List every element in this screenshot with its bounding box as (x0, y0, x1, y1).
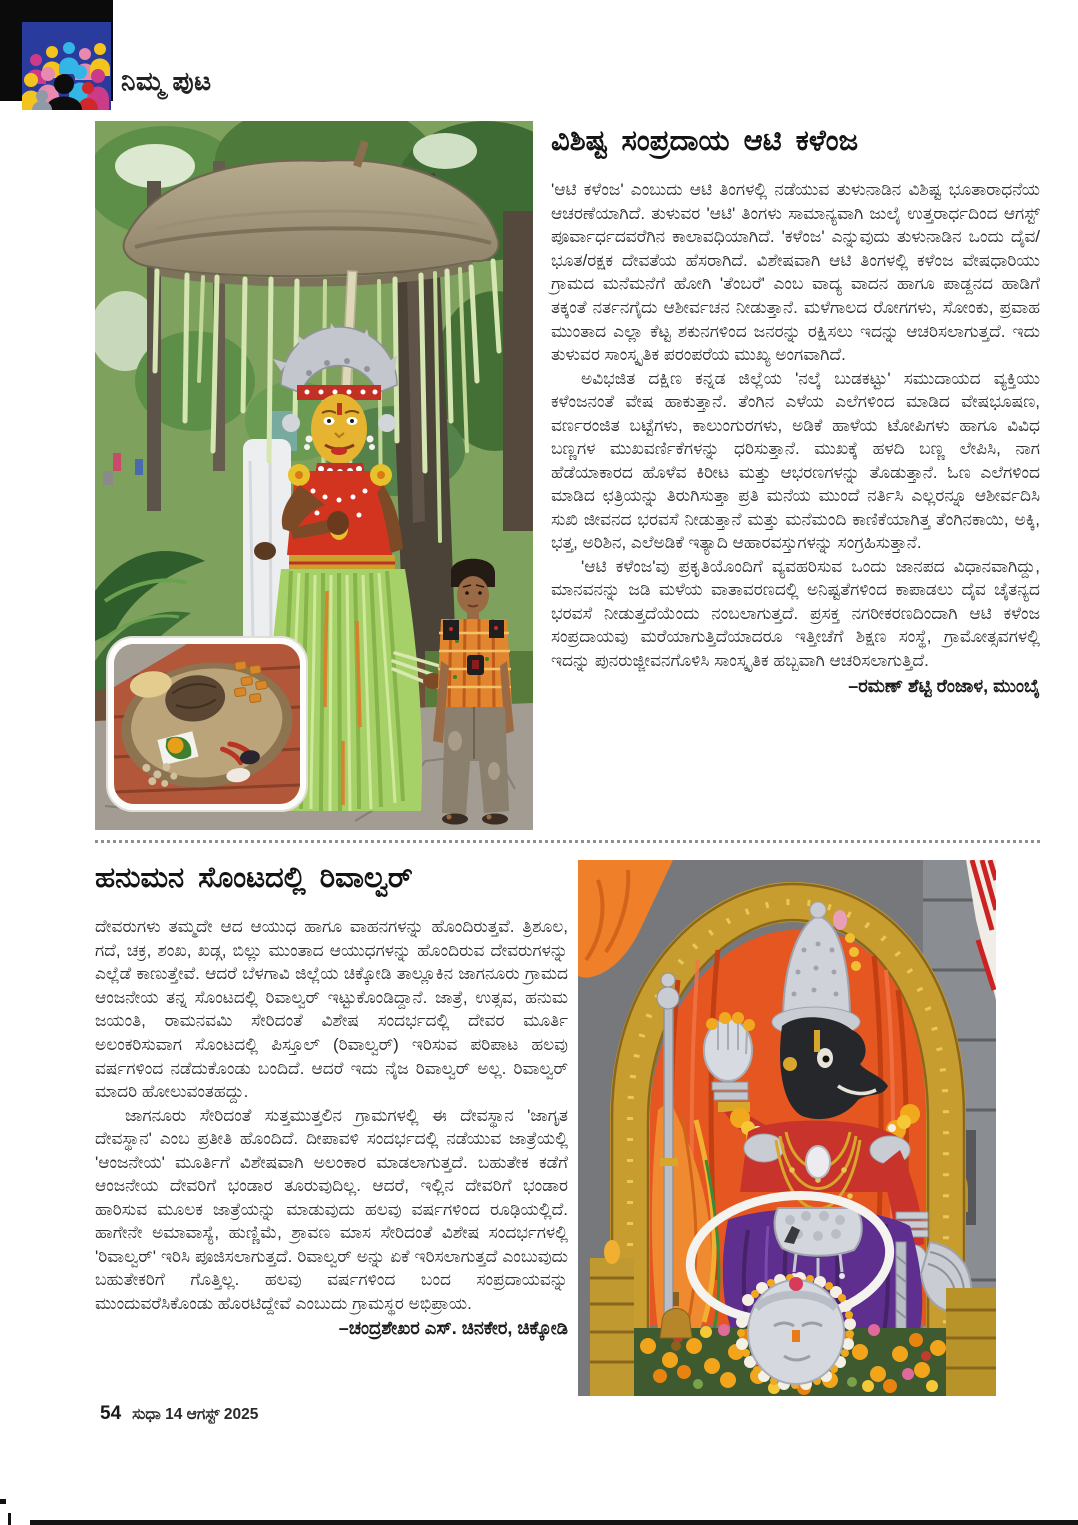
page-footer (100, 1403, 258, 1425)
page-number: 54 (100, 1403, 122, 1424)
article-1-paragraph: 'ಆಟಿ ಕಳೆಂಜ' ಎಂಬುದು ಆಟಿ ತಿಂಗಳಲ್ಲಿ ನಡೆಯುವ ತುಳುನಾಡಿನ ವಿಶಿಷ್ಟ ಭೂತಾರಾಧನೆಯ ಆಚರಣೆಯಾಗಿದೆ. ತುಳುವರ 'ಆಟಿ' ತಿಂಗಳು ಸಾಮಾನ್ಯವಾಗಿ ಜುಲೈ ಉತ್ತರಾರ್ಧದಿಂದ ಆಗಸ್ಟ್ ಪೂರ್ವಾರ್ಧದವರೆಗಿನ ಕಾಲಾವಧಿಯಾಗಿದೆ. 'ಕಳೆಂಜ' ಎನ್ನುವುದು ತುಳುನಾಡಿನ ಒಂದು ದೈವ/ಭೂತ/ರಕ್ಷಕ ದೇವತೆಯ ಹೆಸರಾಗಿದೆ. ವಿಶೇಷವಾಗಿ ಆಟಿ ತಿಂಗಳಲ್ಲಿ ಕಳೆಂಜ ವೇಷಧಾರಿಯು ಗ್ರಾಮದ ಮನೆಮನೆಗೆ ಹೋಗಿ 'ತೆಂಬರೆ' ಎಂಬ ವಾದ್ಯ ವಾದನ ಹಾಗೂ ಪಾಡ್ದನದ ಹಾಡಿಗೆ ತಕ್ಕಂತೆ ನರ್ತನಗೈದು ಆಶೀರ್ವಚನ ನೀಡುತ್ತಾನೆ. ಮಳೆಗಾಲದ ರೋಗಗಳು, ಸೋಂಕು, ಪ್ರವಾಹ ಮುಂತಾದ ಎಲ್ಲಾ ಕೆಟ್ಟ ಶಕುನಗಳಿಂದ ಜನರನ್ನು ರಕ್ಷಿಸಲು ಇದನ್ನು ಆಚರಿಸಲಾಗುತ್ತದೆ. ಇದು ತುಳುವರ ಸಾಂಸ್ಕೃತಿಕ ಪರಂಪರೆಯ ಮುಖ್ಯ ಅಂಗವಾಗಿದೆ. (551, 180, 1040, 365)
nimma-puta-logo (0, 0, 118, 112)
hanuman-idol-photo-art (578, 860, 996, 1396)
article-1-paragraph: 'ಆಟಿ ಕಳೆಂಜ'ವು ಪ್ರಕೃತಿಯೊಂದಿಗೆ ವ್ಯವಹರಿಸುವ ಒಂದು ಜಾನಪದ ವಿಧಾನವಾಗಿದ್ದು, ಮಾನವನನ್ನು ಜಡಿ ಮಳೆಯ ವಾತಾವರಣದಲ್ಲಿ ಅನಿಷ್ಟತೆಗಳಿಂದ ಕಾಪಾಡಲು ದೈವ ಚೈತನ್ಯದ ಭರವಸೆ ನೀಡುತ್ತದೆಯೆಂದು ನಂಬಲಾಗುತ್ತದೆ. ಪ್ರಸಕ್ತ ನಗರೀಕರಣದಿಂದಾಗಿ ಆಟಿ ಕಳೆಂಜ ಸಂಪ್ರದಾಯವು ಮರೆಯಾಗುತ್ತಿದೆಯಾದರೂ ಇತ್ತೀಚೆಗೆ ಶಿಕ್ಷಣ ಸಂಸ್ಥೆ, ಗ್ರಾಮೋತ್ಸವಗಳಲ್ಲಿ ಇದನ್ನು ಪುನರುಜ್ಜೀವನಗೊಳಿಸಿ ಸಾಂಸ್ಕೃತಿಕ ಹಬ್ಬವಾಗಿ ಆಚರಿಸಲಾಗುತ್ತಿದೆ. (551, 556, 1040, 670)
issue-date: ಸುಧಾ 14 ಆಗಸ್ಟ್ 2025 (132, 1406, 259, 1423)
print-registration-mark (0, 1499, 6, 1504)
article-1-paragraph: ಅವಿಭಜಿತ ದಕ್ಷಿಣ ಕನ್ನಡ ಜಿಲ್ಲೆಯ 'ನಲ್ಕೆ ಬುಡಕಟ್ಟು' ಸಮುದಾಯದ ವ್ಯಕ್ತಿಯು ಕಳೆಂಜನಂತೆ ವೇಷ ಹಾಕುತ್ತಾನೆ. ತೆಂಗಿನ ಎಳೆಯ ಎಲೆಗಳಿಂದ ಮಾಡಿದ ವೇಷಭೂಷಣ, ವರ್ಣರಂಜಿತ ಬಟ್ಟೆಗಳು, ಕಾಲುಂಗುರಗಳು, ಅಡಿಕೆ ಹಾಳೆಯ ಟೋಪಿಗಳು ಹಾಗೂ ವಿವಿಧ ಬಣ್ಣಗಳ ಮುಖವರ್ಣಿಕೆಗಳನ್ನು ಧರಿಸುತ್ತಾನೆ. ಮುಖಕ್ಕೆ ಹಳದಿ ಬಣ್ಣ ಲೇಪಿಸಿ, ನಾಗ ಹೆಡೆಯಾಕಾರದ ಹೊಳೆವ ಕಿರೀಟ ಮತ್ತು ಆಭರಣಗಳನ್ನು ತೊಡುತ್ತಾನೆ. ಓಣ ಎಲೆಗಳಿಂದ ಮಾಡಿದ ಛತ್ರಿಯನ್ನು ತಿರುಗಿಸುತ್ತಾ ಪ್ರತಿ ಮನೆಯ ಮುಂದೆ ನರ್ತಿಸಿ ಎಲ್ಲರನ್ನೂ ಆಶೀರ್ವದಿಸಿ ಸುಖಿ ಜೀವನದ ಭರವಸೆ ನೀಡುತ್ತಾನೆ ಮತ್ತು ಮನೆಮಂದಿ ಕಾಣಿಕೆಯಾಗಿತ್ತ ತೆಂಗಿನಕಾಯಿ, ಅಕ್ಕಿ, ಭತ್ತ, ಅರಿಶಿನ, ಎಲೆಅಡಿಕೆ ಇತ್ಯಾದಿ ಆಹಾರವಸ್ತುಗಳನ್ನು ಸಂಗ್ರಹಿಸುತ್ತಾನೆ. (551, 368, 1040, 553)
article-1-title: ವಿಶಿಷ್ಟ ಸಂಪ್ರದಾಯ ಆಟಿ ಕಳೆಂಜ (551, 125, 859, 157)
article-2-column (95, 858, 568, 1339)
dotted-divider (95, 840, 1040, 843)
silver-mace (664, 1008, 673, 1338)
bottom-trim-bar (30, 1520, 1078, 1525)
article-2-byline: –ಚಂದ್ರಶೇಖರ ಎಸ್. ಚಿನಕೇರ, ಚಿಕ್ಕೋಡಿ (338, 1318, 568, 1339)
article-2-title: ಹನುಮನ ಸೊಂಟದಲ್ಲಿ ರಿವಾಲ್ವರ್ (95, 862, 413, 894)
article-2-paragraph: ದೇವರುಗಳು ತಮ್ಮದೇ ಆದ ಆಯುಧ ಹಾಗೂ ವಾಹನಗಳನ್ನು ಹೊಂದಿರುತ್ತವೆ. ತ್ರಿಶೂಲ, ಗದೆ, ಚಕ್ರ, ಶಂಖ, ಖಡ್ಗ, ಬಿಲ್ಲು ಮುಂತಾದ ಆಯುಧಗಳನ್ನು ಹೊಂದಿರುವ ದೇವರುಗಳನ್ನು ಎಲ್ಲೆಡೆ ಕಾಣುತ್ತೇವೆ. ಆದರೆ ಬೆಳಗಾವಿ ಜಿಲ್ಲೆಯ ಚಿಕ್ಕೋಡಿ ತಾಲ್ಲೂಕಿನ ಜಾಗನೂರು ಗ್ರಾಮದ ಆಂಜನೇಯ ತನ್ನ ಸೊಂಟದಲ್ಲಿ ರಿವಾಲ್ವರ್ ಇಟ್ಟುಕೊಂಡಿದ್ದಾನೆ. ಜಾತ್ರೆ, ಉತ್ಸವ, ಹನುಮ ಜಯಂತಿ, ರಾಮನವಮಿ ಸೇರಿದಂತೆ ವಿಶೇಷ ಸಂದರ್ಭದಲ್ಲಿ ದೇವರ ಮೂರ್ತಿ ಅಲಂಕರಿಸುವಾಗ ಸೊಂಟದಲ್ಲಿ ಪಿಸ್ತೂಲ್ (ರಿವಾಲ್ವರ್) ಇರಿಸುವ ಪರಿಪಾಟ ಹಲವು ವರ್ಷಗಳಿಂದ ನಡೆದುಕೊಂಡು ಬಂದಿದೆ. ಆದರೆ ಇದು ನೈಜ ರಿವಾಲ್ವರ್ ಅಲ್ಲ. ರಿವಾಲ್ವರ್ ಮಾದರಿ ಹೋಲುವಂತಹದ್ದು. (95, 917, 568, 1102)
print-registration-mark (8, 1513, 11, 1525)
crowd-people-icon (22, 22, 111, 110)
offerings-inset-photo (107, 637, 307, 811)
aati-kalenja-photo (95, 121, 533, 830)
section-label: ನಿಮ್ಮ ಪುಟ (121, 66, 212, 96)
article-1-byline: –ರಮಣ್ ಶೆಟ್ಟಿ ರೆಂಜಾಳ, ಮುಂಬೈ (848, 675, 1040, 696)
hanuman-idol-photo (578, 860, 996, 1396)
aati-kalenja-photo-art (95, 121, 533, 830)
article-1-column (551, 121, 1040, 697)
article-2-paragraph: ಜಾಗನೂರು ಸೇರಿದಂತೆ ಸುತ್ತಮುತ್ತಲಿನ ಗ್ರಾಮಗಳಲ್ಲಿ ಈ ದೇವಸ್ಥಾನ 'ಜಾಗೃತ ದೇವಸ್ಥಾನ' ಎಂಬ ಪ್ರತೀತಿ ಹೊಂದಿದೆ. ದೀಪಾವಳಿ ಸಂದರ್ಭದಲ್ಲಿ ನಡೆಯುವ ಜಾತ್ರೆಯಲ್ಲಿ 'ಆಂಜನೇಯ' ಮೂರ್ತಿಗೆ ವಿಶೇಷವಾಗಿ ಅಲಂಕಾರ ಮಾಡಲಾಗುತ್ತದೆ. ಬಹುತೇಕ ಕಡೆಗೆ ಆಂಜನೇಯ ದೇವರಿಗೆ ಭಂಡಾರ ತೂರುವುದಿಲ್ಲ. ಆದರೆ, ಇಲ್ಲಿನ ದೇವರಿಗೆ ಭಂಡಾರ ಹಾರಿಸುವ ಮೂಲಕ ಜಾತ್ರೆಯನ್ನು ಮಾಡುವುದು ಹಲವು ವರ್ಷಗಳಿಂದ ರೂಢಿಯಲ್ಲಿದೆ. ಹಾಗೇನೇ ಅಮಾವಾಸ್ಯೆ, ಹುಣ್ಣಿಮೆ, ಶ್ರಾವಣ ಮಾಸ ಸೇರಿದಂತೆ ವಿಶೇಷ ಸಂದರ್ಭಗಳಲ್ಲಿ 'ರಿವಾಲ್ವರ್' ಇರಿಸಿ ಪೂಜಿಸಲಾಗುತ್ತದೆ. ರಿವಾಲ್ವರ್ ಅನ್ನು ಏಕೆ ಇರಿಸಲಾಗುತ್ತದೆ ಎಂಬುವುದು ಬಹುತೇಕರಿಗೆ ಗೊತ್ತಿಲ್ಲ. ಹಲವು ವರ್ಷಗಳಿಂದ ಬಂದ ಸಂಪ್ರದಾಯವನ್ನು ಮುಂದುವರೆಸಿಕೊಂಡು ಹೊರಟಿದ್ದೇವೆ ಎಂಬುದು ಗ್ರಾಮಸ್ಥರ ಅಭಿಪ್ರಾಯ. (95, 1105, 568, 1313)
gold-pillar-right (946, 1288, 996, 1396)
